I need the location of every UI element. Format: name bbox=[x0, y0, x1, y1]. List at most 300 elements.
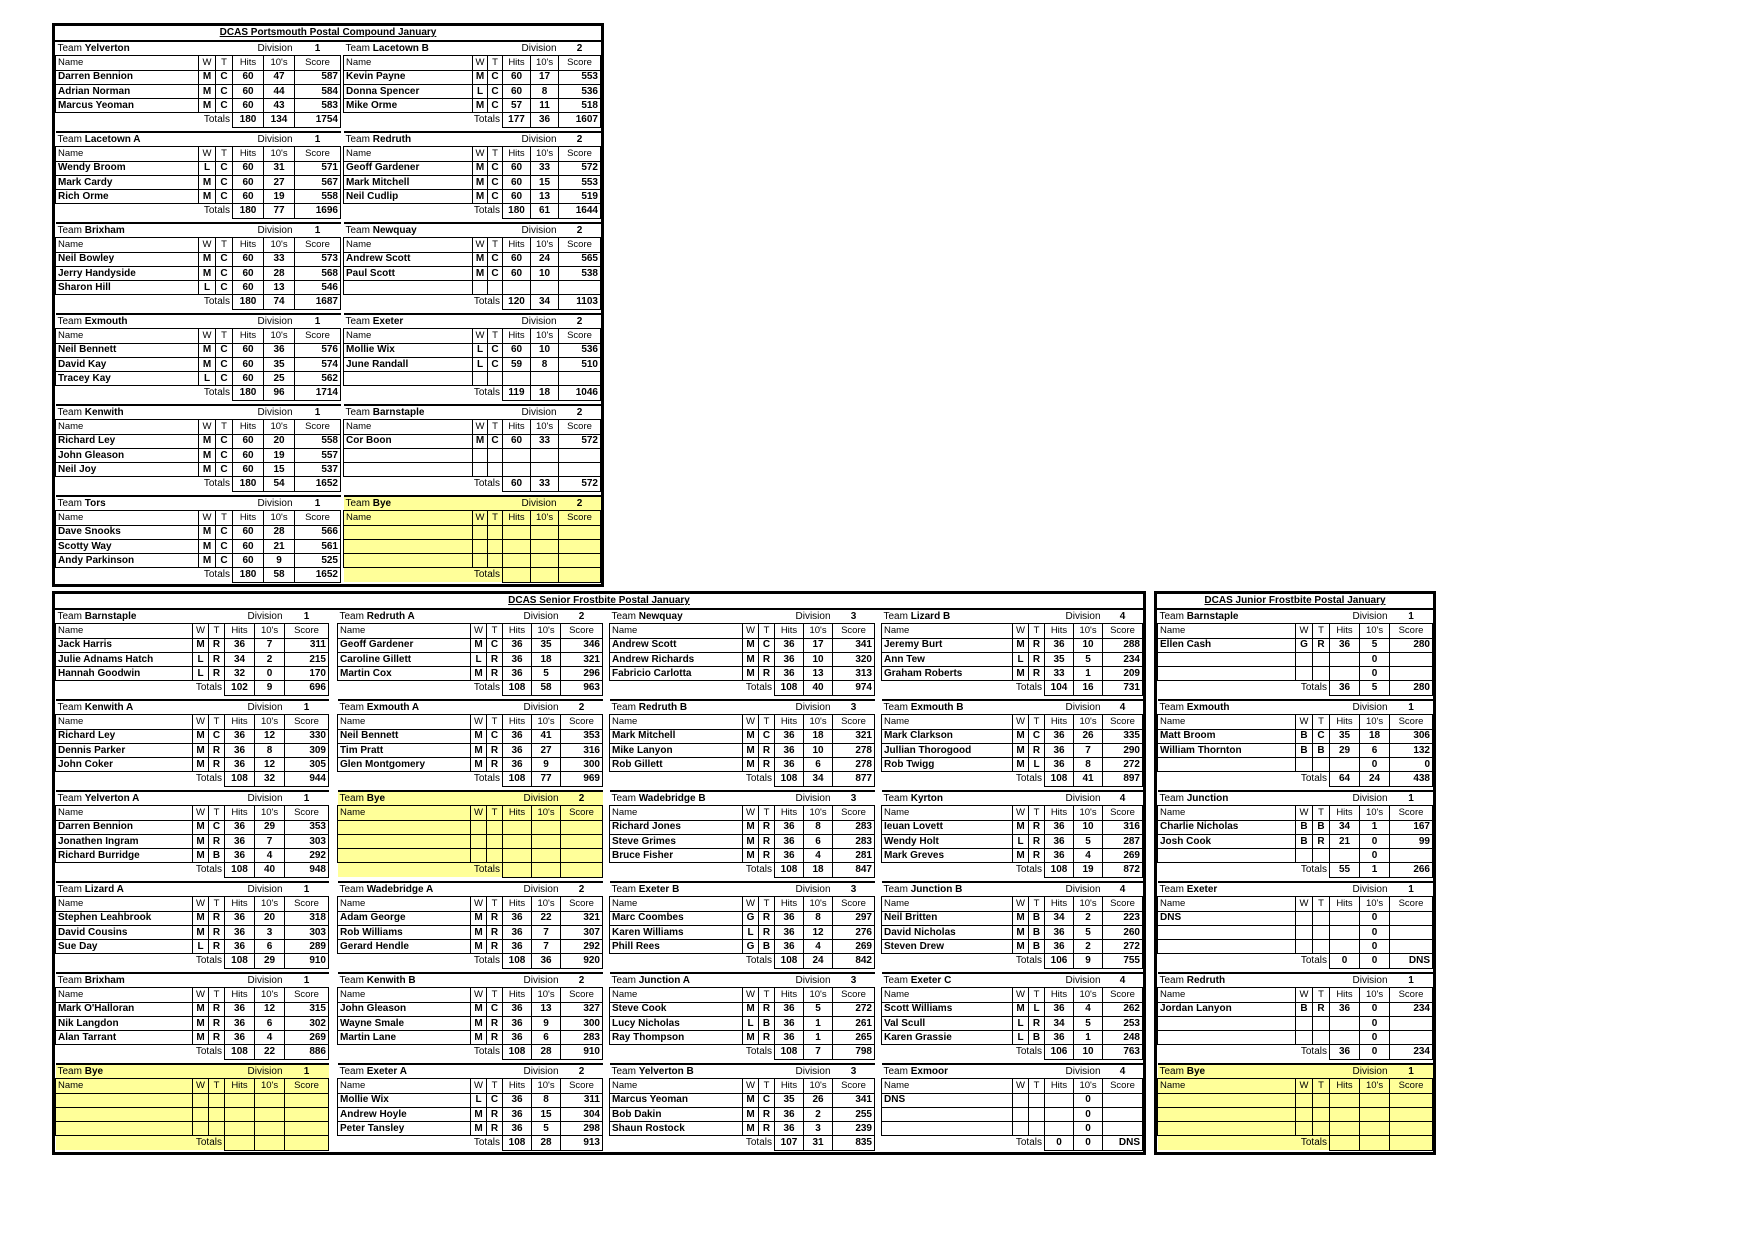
archer-row bbox=[344, 343, 601, 357]
archer-row bbox=[1158, 638, 1433, 652]
archer-t bbox=[1313, 925, 1330, 939]
w-header: W bbox=[199, 147, 216, 161]
archer-name: Jerry Handyside bbox=[56, 266, 199, 280]
total-score: 755 bbox=[1103, 954, 1143, 968]
archer-row bbox=[1158, 834, 1433, 848]
archer-tens: 0 bbox=[1360, 1016, 1390, 1030]
hits-header: Hits bbox=[503, 420, 531, 434]
archer-name: Richard Burridge bbox=[56, 849, 193, 863]
archer-score: 546 bbox=[295, 281, 341, 295]
archer-t: C bbox=[209, 820, 225, 834]
division-number: 4 bbox=[1103, 973, 1143, 988]
archer-tens: 6 bbox=[1360, 743, 1390, 757]
archer-row bbox=[610, 1016, 875, 1030]
total-tens: 134 bbox=[264, 113, 295, 127]
w-header: W bbox=[471, 1079, 487, 1093]
total-score: 913 bbox=[561, 1136, 603, 1150]
archer-score: 519 bbox=[559, 190, 601, 204]
archer-name: Mark Greves bbox=[882, 849, 1013, 863]
archer-score: 296 bbox=[561, 667, 603, 681]
archer-row bbox=[1158, 1093, 1433, 1107]
archer-hits: 35 bbox=[1045, 652, 1074, 666]
archer-row bbox=[882, 758, 1143, 772]
hits-header: Hits bbox=[225, 715, 255, 729]
hits-header: Hits bbox=[503, 147, 531, 161]
archer-t: C bbox=[209, 729, 225, 743]
archer-row bbox=[882, 1107, 1143, 1121]
archer-score: 573 bbox=[295, 252, 341, 266]
archer-score bbox=[1390, 925, 1433, 939]
team-block bbox=[609, 608, 875, 696]
division-number: 1 bbox=[285, 1064, 329, 1079]
team-block bbox=[55, 699, 329, 787]
totals-label: Totals bbox=[882, 1045, 1045, 1059]
total-tens: 33 bbox=[531, 477, 559, 491]
w-header: W bbox=[193, 1079, 209, 1093]
name-header: Name bbox=[882, 1079, 1013, 1093]
score-header: Score bbox=[1103, 897, 1143, 911]
archer-score: 239 bbox=[833, 1122, 875, 1136]
archer-t: C bbox=[216, 343, 233, 357]
archer-tens: 9 bbox=[264, 554, 295, 568]
archer-row bbox=[1158, 758, 1433, 772]
archer-tens: 2 bbox=[255, 652, 285, 666]
totals-label: Totals bbox=[344, 386, 503, 400]
score-header: Score bbox=[285, 988, 329, 1002]
archer-t bbox=[1313, 667, 1330, 681]
archer-tens bbox=[1360, 1122, 1390, 1136]
archer-w bbox=[1296, 1107, 1313, 1121]
archer-name: Neil Bennett bbox=[56, 343, 199, 357]
hits-header: Hits bbox=[503, 238, 531, 252]
score-header: Score bbox=[561, 897, 603, 911]
archer-tens: 17 bbox=[531, 70, 559, 84]
archer-t: R bbox=[209, 1002, 225, 1016]
total-score: 798 bbox=[833, 1045, 875, 1059]
senior-division-column bbox=[609, 608, 875, 1152]
total-tens: 74 bbox=[264, 295, 295, 309]
team-block bbox=[337, 608, 603, 696]
archer-t: R bbox=[1029, 849, 1045, 863]
name-header: Name bbox=[56, 624, 193, 638]
archer-t: R bbox=[209, 1031, 225, 1045]
archer-name bbox=[344, 554, 473, 568]
archer-t bbox=[1029, 1107, 1045, 1121]
archer-row bbox=[882, 652, 1143, 666]
archer-hits: 36 bbox=[775, 1122, 804, 1136]
t-header: T bbox=[488, 329, 503, 343]
archer-row bbox=[344, 252, 601, 266]
archer-name bbox=[1158, 925, 1296, 939]
total-tens: 16 bbox=[1074, 681, 1103, 695]
archer-hits: 36 bbox=[225, 849, 255, 863]
totals-label: Totals bbox=[1158, 1136, 1330, 1150]
archer-w bbox=[473, 448, 488, 462]
total-tens: 36 bbox=[531, 113, 559, 127]
archer-t: R bbox=[487, 652, 503, 666]
archer-row bbox=[882, 849, 1143, 863]
w-header: W bbox=[1296, 715, 1313, 729]
score-header: Score bbox=[559, 329, 601, 343]
archer-row bbox=[610, 758, 875, 772]
total-tens: 22 bbox=[255, 1045, 285, 1059]
team-block bbox=[609, 972, 875, 1060]
archer-row bbox=[338, 1093, 603, 1107]
archer-tens: 12 bbox=[804, 925, 833, 939]
archer-score: 265 bbox=[833, 1031, 875, 1045]
archer-t: C bbox=[216, 190, 233, 204]
archer-t: R bbox=[209, 925, 225, 939]
archer-score: 132 bbox=[1390, 743, 1433, 757]
archer-score: 341 bbox=[833, 638, 875, 652]
archer-row bbox=[1158, 911, 1433, 925]
totals-label: Totals bbox=[1158, 954, 1330, 968]
archer-w: L bbox=[473, 84, 488, 98]
team-label: Team bbox=[339, 974, 364, 986]
division-label: Division bbox=[193, 791, 285, 806]
archer-t: B bbox=[759, 1016, 775, 1030]
team-name: Lizard B bbox=[910, 610, 951, 622]
archer-name: Karen Grassie bbox=[882, 1031, 1013, 1045]
division-number: 2 bbox=[561, 1064, 603, 1079]
archer-name: Bruce Fisher bbox=[610, 849, 743, 863]
archer-row bbox=[610, 667, 875, 681]
team-name: Exmoor bbox=[910, 1065, 948, 1077]
archer-w: M bbox=[193, 1031, 209, 1045]
archer-score: 269 bbox=[285, 1031, 329, 1045]
division-label: Division bbox=[473, 223, 559, 238]
archer-score: 584 bbox=[295, 84, 341, 98]
team-block bbox=[55, 404, 341, 492]
archer-name: Rich Orme bbox=[56, 190, 199, 204]
archer-tens: 6 bbox=[532, 1031, 561, 1045]
archer-tens: 20 bbox=[255, 911, 285, 925]
hits-header: Hits bbox=[775, 624, 804, 638]
tens-header: 10's bbox=[804, 897, 833, 911]
archer-w: M bbox=[193, 834, 209, 848]
team-block bbox=[337, 972, 603, 1060]
team-block bbox=[343, 495, 601, 583]
total-score: 835 bbox=[833, 1136, 875, 1150]
archer-w: L bbox=[743, 925, 759, 939]
archer-t: C bbox=[1029, 729, 1045, 743]
archer-t bbox=[488, 448, 503, 462]
score-header: Score bbox=[561, 1079, 603, 1093]
archer-row bbox=[338, 834, 603, 848]
archer-hits: 60 bbox=[503, 161, 531, 175]
archer-row bbox=[1158, 729, 1433, 743]
total-tens: 77 bbox=[264, 204, 295, 218]
total-tens: 58 bbox=[532, 681, 561, 695]
total-hits: 119 bbox=[503, 386, 531, 400]
total-hits: 108 bbox=[1045, 863, 1074, 877]
archer-score bbox=[1390, 1122, 1433, 1136]
archer-hits: 60 bbox=[233, 448, 264, 462]
archer-name: David Kay bbox=[56, 357, 199, 371]
archer-w: M bbox=[743, 820, 759, 834]
team-name-cell bbox=[338, 700, 471, 715]
team-block bbox=[1157, 608, 1433, 696]
team-block bbox=[343, 313, 601, 401]
archer-tens: 0 bbox=[1360, 925, 1390, 939]
archer-hits bbox=[1330, 1107, 1360, 1121]
total-score bbox=[561, 863, 603, 877]
archer-score: 305 bbox=[285, 758, 329, 772]
archer-w: M bbox=[743, 1002, 759, 1016]
team-block bbox=[609, 1063, 875, 1151]
archer-hits: 36 bbox=[1045, 834, 1074, 848]
archer-hits bbox=[503, 820, 532, 834]
archer-tens: 5 bbox=[532, 667, 561, 681]
name-header: Name bbox=[344, 56, 473, 70]
hits-header: Hits bbox=[503, 715, 532, 729]
archer-w: M bbox=[473, 252, 488, 266]
team-label: Team bbox=[57, 1065, 82, 1077]
hits-header: Hits bbox=[1045, 715, 1074, 729]
archer-hits: 36 bbox=[503, 925, 532, 939]
archer-score: 272 bbox=[1103, 758, 1143, 772]
score-header: Score bbox=[1390, 806, 1433, 820]
totals-label: Totals bbox=[1158, 681, 1330, 695]
archer-name: Jullian Thorogood bbox=[882, 743, 1013, 757]
archer-t bbox=[1313, 1016, 1330, 1030]
total-tens: 32 bbox=[255, 772, 285, 786]
archer-hits: 36 bbox=[503, 1016, 532, 1030]
archer-score bbox=[561, 834, 603, 848]
archer-name: Neil Cudlip bbox=[344, 190, 473, 204]
archer-score: 234 bbox=[1103, 652, 1143, 666]
archer-name bbox=[344, 448, 473, 462]
division-label: Division bbox=[199, 223, 295, 238]
archer-t: R bbox=[209, 911, 225, 925]
team-name-cell bbox=[338, 882, 471, 897]
archer-tens: 18 bbox=[532, 652, 561, 666]
archer-score: 261 bbox=[833, 1016, 875, 1030]
archer-w: M bbox=[199, 525, 216, 539]
t-header: T bbox=[1029, 624, 1045, 638]
archer-tens: 1 bbox=[804, 1016, 833, 1030]
archer-w bbox=[1296, 1016, 1313, 1030]
archer-row bbox=[882, 1031, 1143, 1045]
tens-header: 10's bbox=[255, 897, 285, 911]
total-hits: 108 bbox=[775, 1045, 804, 1059]
archer-score: 311 bbox=[561, 1093, 603, 1107]
archer-hits bbox=[1330, 1031, 1360, 1045]
totals-label: Totals bbox=[344, 568, 503, 582]
archer-w: M bbox=[471, 1031, 487, 1045]
team-block bbox=[337, 881, 603, 969]
score-header: Score bbox=[285, 897, 329, 911]
totals-label: Totals bbox=[882, 681, 1045, 695]
archer-score: 330 bbox=[285, 729, 329, 743]
archer-score: 318 bbox=[285, 911, 329, 925]
archer-row bbox=[610, 1031, 875, 1045]
archer-w: M bbox=[473, 434, 488, 448]
total-score: 234 bbox=[1390, 1045, 1433, 1059]
archer-row bbox=[338, 1016, 603, 1030]
archer-score: 572 bbox=[559, 434, 601, 448]
tens-header: 10's bbox=[804, 1079, 833, 1093]
t-header: T bbox=[759, 806, 775, 820]
archer-t: C bbox=[216, 554, 233, 568]
archer-tens: 18 bbox=[804, 729, 833, 743]
archer-t bbox=[488, 539, 503, 553]
archer-name: Ann Tew bbox=[882, 652, 1013, 666]
archer-score: 341 bbox=[833, 1093, 875, 1107]
team-name-cell bbox=[56, 1064, 193, 1079]
team-block bbox=[609, 699, 875, 787]
division-number: 1 bbox=[1390, 1064, 1433, 1079]
archer-score bbox=[559, 539, 601, 553]
name-header: Name bbox=[56, 238, 199, 252]
archer-hits: 36 bbox=[1045, 638, 1074, 652]
archer-row bbox=[344, 463, 601, 477]
t-header: T bbox=[487, 897, 503, 911]
team-block bbox=[609, 790, 875, 878]
archer-name: Steve Grimes bbox=[610, 834, 743, 848]
archer-t: R bbox=[759, 758, 775, 772]
archer-t: C bbox=[488, 357, 503, 371]
archer-w: L bbox=[471, 1093, 487, 1107]
team-name-cell bbox=[882, 973, 1013, 988]
division-label: Division bbox=[1296, 1064, 1390, 1079]
team-name: Redruth bbox=[372, 133, 412, 145]
archer-t bbox=[487, 834, 503, 848]
tens-header: 10's bbox=[531, 56, 559, 70]
archer-row bbox=[344, 539, 601, 553]
archer-name: Matt Broom bbox=[1158, 729, 1296, 743]
archer-name: Dennis Parker bbox=[56, 743, 193, 757]
archer-tens: 43 bbox=[264, 99, 295, 113]
archer-hits: 36 bbox=[503, 1107, 532, 1121]
archer-w: M bbox=[473, 70, 488, 84]
archer-t: C bbox=[216, 434, 233, 448]
archer-score: 283 bbox=[561, 1031, 603, 1045]
archer-hits: 59 bbox=[503, 357, 531, 371]
total-hits: 108 bbox=[225, 863, 255, 877]
archer-row bbox=[610, 925, 875, 939]
archer-name: Bob Dakin bbox=[610, 1107, 743, 1121]
archer-w: L bbox=[473, 343, 488, 357]
archer-score: 353 bbox=[561, 729, 603, 743]
archer-tens bbox=[531, 525, 559, 539]
team-name-cell bbox=[344, 405, 473, 420]
team-label: Team bbox=[611, 701, 636, 713]
archer-t: C bbox=[488, 266, 503, 280]
archer-t bbox=[488, 463, 503, 477]
division-label: Division bbox=[193, 700, 285, 715]
archer-score: 561 bbox=[295, 539, 341, 553]
archer-name: Nik Langdon bbox=[56, 1016, 193, 1030]
archer-score bbox=[1390, 1031, 1433, 1045]
archer-hits: 21 bbox=[1330, 834, 1360, 848]
division-number: 1 bbox=[295, 223, 341, 238]
tens-header: 10's bbox=[255, 624, 285, 638]
archer-score: 525 bbox=[295, 554, 341, 568]
archer-score: 587 bbox=[295, 70, 341, 84]
archer-t: R bbox=[759, 743, 775, 757]
totals-label: Totals bbox=[1158, 863, 1330, 877]
archer-t: R bbox=[209, 1016, 225, 1030]
team-name-cell bbox=[1158, 700, 1296, 715]
totals-label: Totals bbox=[56, 386, 233, 400]
score-header: Score bbox=[833, 1079, 875, 1093]
archer-name bbox=[882, 1107, 1013, 1121]
hits-header: Hits bbox=[225, 988, 255, 1002]
archer-w: M bbox=[473, 99, 488, 113]
archer-hits: 36 bbox=[225, 820, 255, 834]
score-header: Score bbox=[295, 329, 341, 343]
archer-score: 276 bbox=[833, 925, 875, 939]
archer-name bbox=[338, 834, 471, 848]
archer-name: David Nicholas bbox=[882, 925, 1013, 939]
tens-header: 10's bbox=[804, 624, 833, 638]
name-header: Name bbox=[56, 56, 199, 70]
archer-score bbox=[1103, 1093, 1143, 1107]
team-label: Team bbox=[339, 1065, 364, 1077]
archer-name bbox=[344, 525, 473, 539]
archer-row bbox=[610, 911, 875, 925]
archer-name bbox=[1158, 652, 1296, 666]
archer-row bbox=[344, 84, 601, 98]
team-block bbox=[55, 131, 341, 219]
archer-t bbox=[1313, 758, 1330, 772]
score-header: Score bbox=[1390, 715, 1433, 729]
t-header: T bbox=[488, 147, 503, 161]
archer-row bbox=[56, 372, 341, 386]
archer-score bbox=[285, 1122, 329, 1136]
archer-hits: 60 bbox=[503, 343, 531, 357]
archer-hits: 36 bbox=[775, 1031, 804, 1045]
archer-hits bbox=[503, 539, 531, 553]
team-label: Team bbox=[339, 610, 364, 622]
archer-tens: 8 bbox=[255, 743, 285, 757]
archer-name: DNS bbox=[882, 1093, 1013, 1107]
archer-tens: 15 bbox=[532, 1107, 561, 1121]
archer-row bbox=[338, 758, 603, 772]
archer-t bbox=[488, 372, 503, 386]
total-hits bbox=[1330, 1136, 1360, 1150]
archer-name: Geoff Gardener bbox=[338, 638, 471, 652]
tens-header: 10's bbox=[1074, 897, 1103, 911]
total-score: 1754 bbox=[295, 113, 341, 127]
archer-tens: 8 bbox=[532, 1093, 561, 1107]
archer-hits bbox=[1330, 1093, 1360, 1107]
archer-w: L bbox=[1013, 652, 1029, 666]
hits-header: Hits bbox=[233, 147, 264, 161]
team-block bbox=[343, 40, 601, 128]
archer-t: C bbox=[216, 84, 233, 98]
team-name: Exeter A bbox=[366, 1065, 407, 1077]
archer-w: M bbox=[473, 266, 488, 280]
hits-header: Hits bbox=[1330, 806, 1360, 820]
archer-w: M bbox=[193, 820, 209, 834]
archer-row bbox=[344, 99, 601, 113]
total-tens: 10 bbox=[1074, 1045, 1103, 1059]
archer-tens: 10 bbox=[1074, 820, 1103, 834]
team-label: Team bbox=[883, 974, 908, 986]
score-header: Score bbox=[561, 624, 603, 638]
team-name: Exeter C bbox=[910, 974, 952, 986]
archer-t: R bbox=[487, 1031, 503, 1045]
archer-row bbox=[338, 940, 603, 954]
archer-hits: 60 bbox=[503, 252, 531, 266]
team-name: Lizard A bbox=[84, 883, 124, 895]
archer-w: M bbox=[471, 667, 487, 681]
division-label: Division bbox=[1013, 791, 1103, 806]
archer-hits: 36 bbox=[503, 743, 532, 757]
archer-tens: 2 bbox=[1074, 911, 1103, 925]
